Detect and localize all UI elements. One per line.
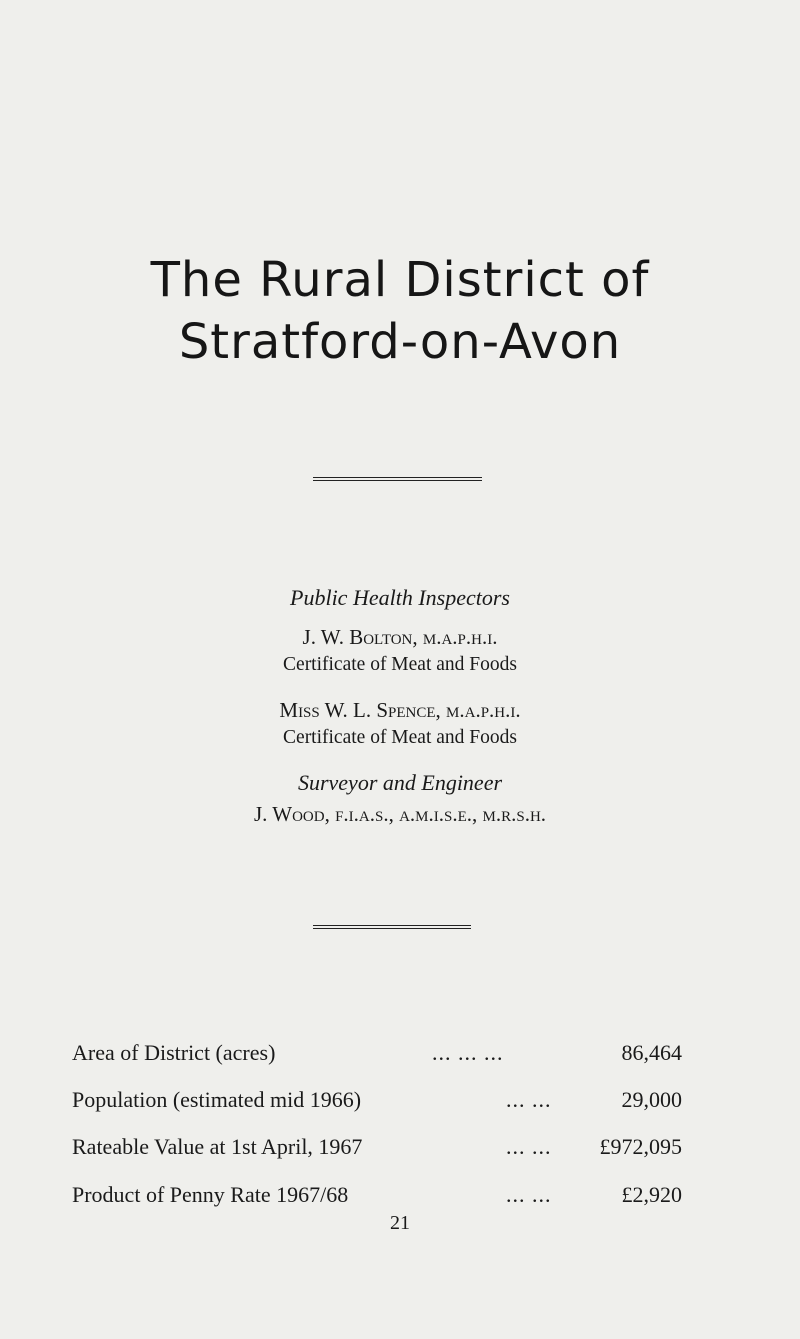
- stat-label: Area of District (acres): [72, 1040, 276, 1065]
- stat-row: [72, 1134, 682, 1164]
- inspector-1-name: J. W. Bolton, m.a.p.h.i.: [302, 625, 498, 649]
- stat-label: Rateable Value at 1st April, 1967: [72, 1134, 363, 1159]
- surveyor-heading: Surveyor and Engineer: [297, 770, 503, 795]
- stat-value: £972,095: [599, 1134, 682, 1159]
- stat-label: Product of Penny Rate 1967/68: [72, 1182, 349, 1207]
- stat-leader-dots: ... ... ...: [432, 1040, 504, 1065]
- stat-value: 86,464: [621, 1040, 682, 1065]
- divider-rule-bottom: [313, 925, 471, 929]
- stat-leader-dots: ... ...: [506, 1134, 552, 1159]
- stat-row: [72, 1087, 682, 1117]
- inspector-1-qualification: Certificate of Meat and Foods: [283, 654, 517, 675]
- stat-row: [72, 1040, 682, 1070]
- stat-value: £2,920: [621, 1182, 682, 1207]
- stat-leader-dots: ... ...: [506, 1182, 552, 1207]
- public-health-heading: Public Health Inspectors: [290, 585, 510, 610]
- stat-value: 29,000: [621, 1087, 682, 1112]
- document-title-line-1: The Rural District of: [150, 252, 650, 308]
- inspector-2-qualification: Certificate of Meat and Foods: [283, 727, 517, 748]
- stat-row: [72, 1182, 682, 1212]
- stat-label: Population (estimated mid 1966): [72, 1087, 362, 1112]
- page-number: 21: [390, 1212, 410, 1234]
- document-title-line-2: Stratford-on-Avon: [178, 314, 622, 370]
- divider-rule-top: [313, 477, 482, 481]
- stat-leader-dots: ... ...: [506, 1087, 552, 1112]
- inspector-2-name: Miss W. L. Spence, m.a.p.h.i.: [279, 698, 521, 722]
- surveyor-name: J. Wood, f.i.a.s., a.m.i.s.e., m.r.s.h.: [253, 802, 547, 826]
